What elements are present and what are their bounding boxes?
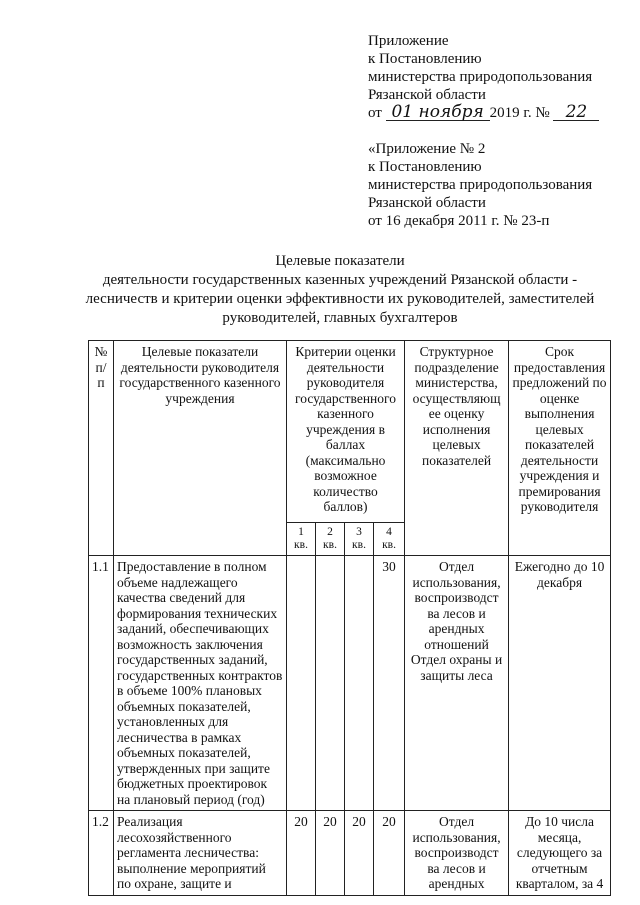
title-line: Целевые показатели	[275, 253, 405, 269]
appendix-header	[368, 32, 628, 122]
row-q2: 20	[316, 811, 345, 896]
row-indicator: Предоставление в полном объеме надлежащего качества сведений для формирования технических заданий, обеспечивающих возможность заключения государственных заданий, государственных контрактов в объеме 100% плановых объемных показателей, установленных для лесничества в рамках объемных показателей, утвержденных при защите бюджетных проектировок на плановый период (год)	[114, 556, 287, 811]
row-department: Отдел использования, воспроизводст ва лесов и арендных	[405, 811, 509, 896]
row-q4: 30	[374, 556, 405, 811]
appendix-line: министерства природопользования	[368, 69, 593, 85]
quarter-label: кв.	[323, 539, 337, 551]
title-line: руководителей, главных бухгалтеров	[222, 310, 458, 326]
row-q1	[287, 556, 316, 811]
table-row	[89, 556, 611, 811]
quarter-number: 1	[298, 526, 304, 538]
date-suffix: 2019 г. №	[489, 105, 550, 121]
appendix2-line: «Приложение № 2	[368, 141, 486, 157]
appendix-line: к Постановлению	[368, 51, 482, 67]
quarter-label: кв.	[294, 539, 308, 551]
header-criteria: Критерии оценки деятельности руководителя государственного казенного учреждения в баллах (максимально возможное количество баллов)	[287, 341, 405, 523]
row-deadline: До 10 числа месяца, следующего за отчетным кварталом, за 4	[509, 811, 611, 896]
appendix2-line: к Постановлению	[368, 159, 482, 175]
quarter-number: 3	[356, 526, 362, 538]
title-line: деятельности государственных казенных учреждений Рязанской области -	[102, 272, 578, 288]
header-quarter-1	[287, 523, 316, 556]
header-indicators: Целевые показатели деятельности руководителя государственного казенного учреждения	[114, 341, 287, 556]
appendix2-header	[368, 140, 628, 230]
date-prefix: от	[368, 105, 382, 121]
row-deadline: Ежегодно до 10 декабря	[509, 556, 611, 811]
row-q3: 20	[345, 811, 374, 896]
header-quarter-4	[374, 523, 405, 556]
row-q2	[316, 556, 345, 811]
appendix2-line: министерства природопользования	[368, 177, 593, 193]
quarter-label: кв.	[382, 539, 396, 551]
row-num: 1.2	[89, 811, 114, 896]
header-num: № п/п	[89, 341, 114, 556]
row-num: 1.1	[89, 556, 114, 811]
appendix-line: Рязанской области	[368, 87, 486, 103]
appendix2-line: от 16 декабря 2011 г. № 23-п	[368, 213, 550, 229]
title-line: лесничеств и критерии оценки эффективности их руководителей, заместителей	[85, 291, 595, 307]
row-q3	[345, 556, 374, 811]
header-deadline: Срок предоставления предложений по оценке выполнения целевых показателей деятельности учреждения и премирования руководителя	[509, 341, 611, 556]
appendix-date-line	[368, 104, 628, 122]
appendix2-line: Рязанской области	[368, 195, 486, 211]
header-department: Структурное подразделение министерства, осуществляющ ее оценку исполнения целевых показателей	[405, 341, 509, 556]
appendix-line: Приложение	[368, 33, 449, 49]
row-q1: 20	[287, 811, 316, 896]
quarter-label: кв.	[352, 539, 366, 551]
table-row	[89, 811, 611, 896]
header-quarter-2	[316, 523, 345, 556]
table-header-row	[89, 341, 611, 523]
header-quarter-3	[345, 523, 374, 556]
quarter-number: 4	[386, 526, 392, 538]
row-indicator: Реализация лесохозяйственного регламента лесничества: выполнение мероприятий по охране, защите и	[114, 811, 287, 896]
document-title	[60, 252, 620, 328]
row-department: Отдел использования, воспроизводст ва лесов и арендных отношений Отдел охраны и защиты леса	[405, 556, 509, 811]
handwritten-date: 01 ноября	[386, 104, 490, 121]
indicators-table	[88, 340, 611, 896]
handwritten-number: 22	[553, 104, 599, 121]
quarter-number: 2	[327, 526, 333, 538]
row-q4: 20	[374, 811, 405, 896]
